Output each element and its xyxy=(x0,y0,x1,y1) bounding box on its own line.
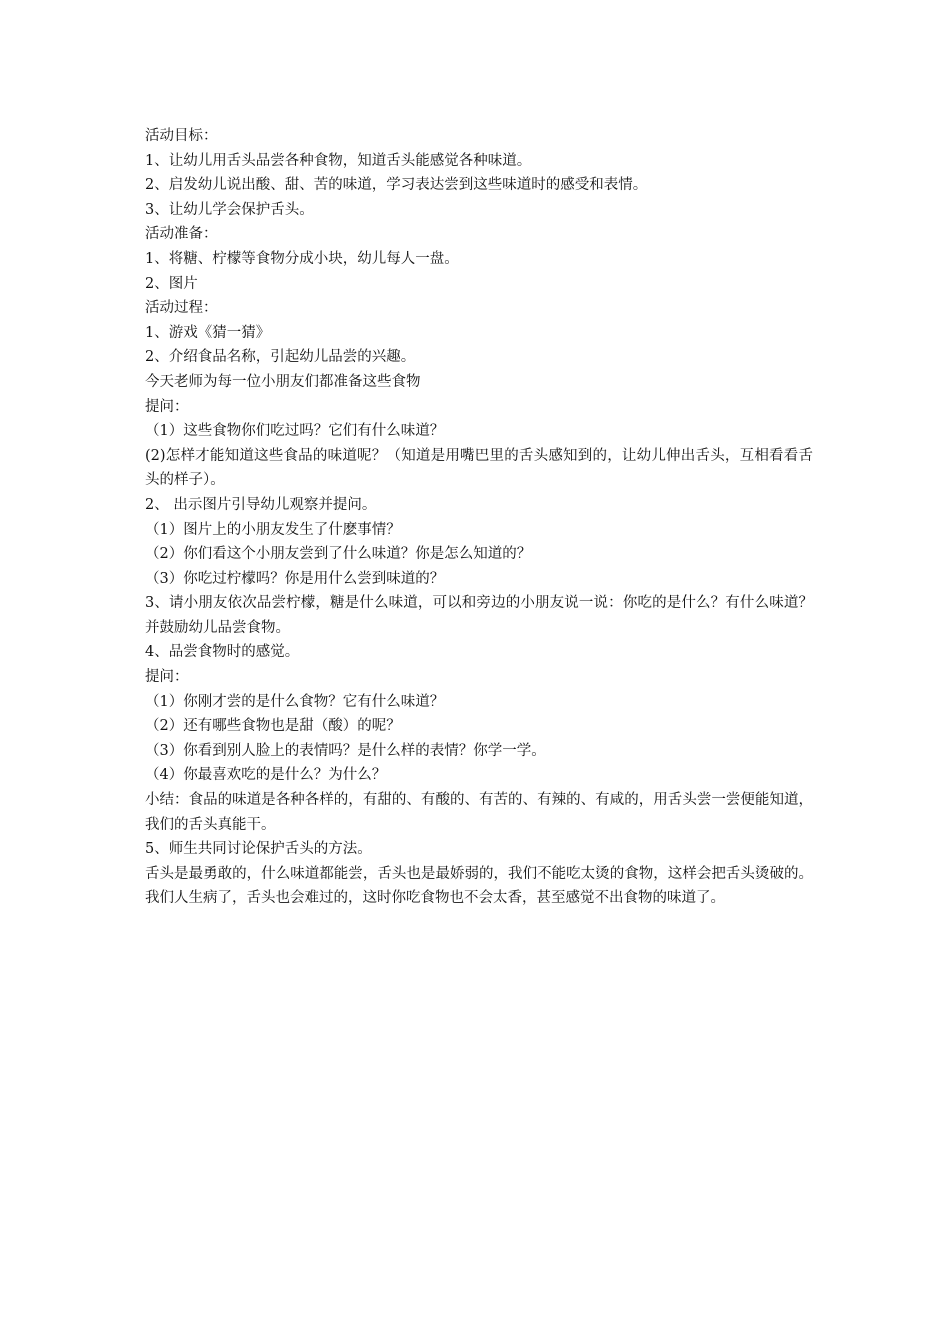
process-step: 2、介绍食品名称，引起幼儿品尝的兴趣。 xyxy=(145,349,416,366)
process-text: 今天老师为每一位小朋友们都准备这些食物 xyxy=(145,373,421,390)
preparation-item: 2、图片 xyxy=(145,275,198,292)
question-label: 提问： xyxy=(145,669,189,686)
preparation-item: 1、将糖、柠檬等食物分成小块，幼儿每人一盘。 xyxy=(145,250,459,267)
heading-activity-goals: 活动目标： xyxy=(145,128,218,144)
process-step: 1、游戏《猜一猜》 xyxy=(145,324,271,341)
heading-activity-process: 活动过程： xyxy=(145,300,218,317)
goal-item: 3、让幼儿学会保护舌头。 xyxy=(145,201,314,218)
heading-activity-preparation: 活动准备： xyxy=(145,226,218,243)
document-body xyxy=(145,124,813,911)
goal-item: 1、让幼儿用舌头品尝各种食物，知道舌头能感觉各种味道。 xyxy=(145,152,532,169)
question-item: （2）你们看这个小朋友尝到了什么味道？你是怎么知道的？ xyxy=(145,546,532,563)
process-step: 5、师生共同讨论保护舌头的方法。 xyxy=(145,841,372,858)
question-item: （4）你最喜欢吃的是什么？为什么？ xyxy=(145,767,387,784)
question-item: （2）还有哪些食物也是甜（酸）的呢？ xyxy=(145,718,401,735)
question-item: （1）你刚才尝的是什么食物？它有什么味道？ xyxy=(145,693,445,710)
question-item: （1）这些食物你们吃过吗？它们有什么味道？ xyxy=(145,423,445,440)
summary-paragraph: 小结：食品的味道是各种各样的，有甜的、有酸的、有苦的、有辣的、有咸的，用舌头尝一尝便能知道，我们的舌头真能干。 xyxy=(145,792,813,833)
question-item: （1）图片上的小朋友发生了什麽事情？ xyxy=(145,521,401,538)
process-step: 4、品尝食物时的感觉。 xyxy=(145,644,300,661)
question-item: (2)怎样才能知道这些食品的味道呢？（知道是用嘴巴里的舌头感知到的，让幼儿伸出舌头，互相看看舌头的样子）。 xyxy=(145,447,813,489)
process-step: 2、 出示图片引导幼儿观察并提问。 xyxy=(145,496,377,513)
process-step: 3、请小朋友依次品尝柠檬，糖是什么味道，可以和旁边的小朋友说一说：你吃的是什么？有什么味道？并鼓励幼儿品尝食物。 xyxy=(145,595,813,636)
question-item: （3）你吃过柠檬吗？你是用什么尝到味道的？ xyxy=(145,570,445,587)
goal-item: 2、启发幼儿说出酸、甜、苦的味道，学习表达尝到这些味道时的感受和表情。 xyxy=(145,177,648,194)
closing-paragraph: 舌头是最勇敢的，什么味道都能尝，舌头也是最娇弱的，我们不能吃太烫的食物，这样会把舌头烫破的。我们人生病了，舌头也会难过的，这时你吃食物也不会太香，甚至感觉不出食物的味道了。 xyxy=(145,865,813,907)
question-label: 提问： xyxy=(145,398,189,415)
question-item: （3）你看到别人脸上的表情吗？是什么样的表情？你学一学。 xyxy=(145,742,546,759)
